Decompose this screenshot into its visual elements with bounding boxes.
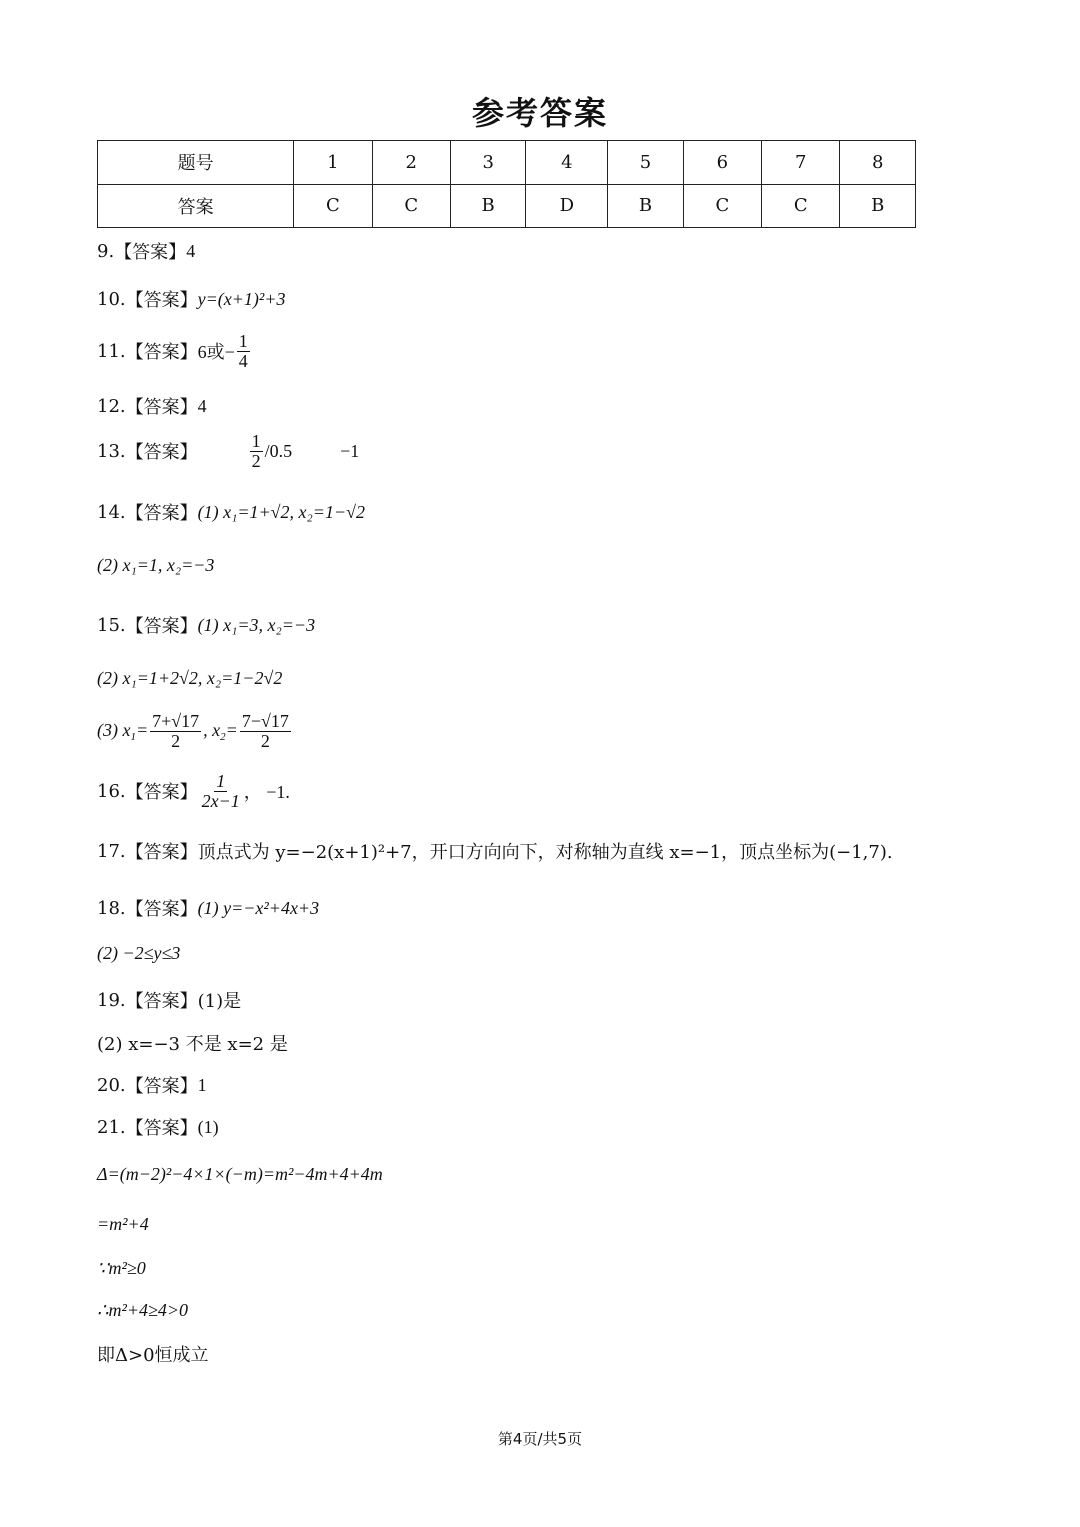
table-row	[98, 184, 916, 228]
answer-12: 12. 【答案】 4	[97, 395, 207, 418]
answer-19: 19. 【答案】 (1)是	[97, 989, 242, 1012]
table-cell: C	[762, 184, 840, 228]
answer-10: 10. 【答案】 y=(x+1)²+3	[97, 288, 286, 311]
table-cell: B	[608, 184, 683, 228]
answer-11: 11. 【答案】 6或− $\frac{1}{4}$	[97, 331, 248, 371]
table-cell: 3	[450, 141, 525, 185]
table-cell: D	[526, 184, 608, 228]
answer-21-line4: ∴m²+4≥4>0	[97, 1300, 189, 1320]
table-row	[98, 141, 916, 185]
table-cell: 8	[840, 141, 916, 185]
table-cell: 1	[294, 141, 372, 185]
answer-18-part2: (2) −2≤y≤3	[97, 943, 181, 963]
table-cell: 4	[526, 141, 608, 185]
fraction: $\frac{7+√17}{2}$	[152, 711, 200, 751]
answer-table	[97, 140, 916, 228]
table-cell: 2	[372, 141, 450, 185]
table-cell: B	[840, 184, 916, 228]
answer-21: 21. 【答案】 (1)	[97, 1116, 219, 1139]
answer-20: 20. 【答案】 1	[97, 1074, 207, 1097]
table-cell: B	[450, 184, 525, 228]
table-cell: C	[372, 184, 450, 228]
answer-14-part2: (2) x₁=1, x₂=−3	[97, 555, 215, 575]
table-header-cell: 答案	[98, 184, 294, 228]
page-title: 参考答案	[471, 94, 608, 132]
answer-19-part2: (2) x=−3 不是 x=2 是	[97, 1034, 288, 1055]
fraction: $\frac{7-√17}{2}$	[241, 711, 289, 751]
answer-21-line2: =m²+4	[97, 1214, 149, 1234]
answer-9: 9. 【答案】 4	[97, 240, 196, 263]
table-cell: 5	[608, 141, 683, 185]
answer-17: 17. 【答案】 顶点式为 y=−2(x+1)²+7，开口方向向下，对称轴为直线 x=−1，顶点坐标为(−1,7).	[97, 840, 893, 863]
table-cell: 7	[762, 141, 840, 185]
table-cell: C	[683, 184, 761, 228]
page-footer: 第4页/共5页	[497, 1430, 583, 1448]
fraction: $\frac{1}{4}$	[238, 331, 248, 371]
answer-21-line5: 即Δ>0恒成立	[97, 1345, 209, 1366]
answer-15-part3: (3) $x_1=$ $\frac{7+√17}{2}$ , $x_2=$ $\frac{7-√17}{2}$	[97, 711, 289, 751]
answer-16: 16. 【答案】 $\frac{1}{2x-1}$ ， −1.	[97, 771, 290, 811]
answer-14: 14. 【答案】 (1) x₁=1+√2, x₂=1−√2	[97, 501, 365, 524]
table-header-cell: 题号	[98, 141, 294, 185]
fraction: $\frac{1}{2}$	[251, 431, 261, 471]
answer-15: 15. 【答案】 (1) x₁=3, x₂=−3	[97, 614, 316, 637]
table-cell: 6	[683, 141, 761, 185]
answer-13: 13. 【答案】 $\frac{1}{2}$ /0.5 −1	[97, 431, 360, 471]
answer-21-line1: Δ=(m−2)²−4×1×(−m)=m²−4m+4+4m	[97, 1164, 383, 1184]
answer-18: 18. 【答案】 (1) y=−x²+4x+3	[97, 897, 320, 920]
answer-15-part2: (2) x₁=1+2√2, x₂=1−2√2	[97, 668, 283, 688]
fraction: $\frac{1}{2x-1}$	[201, 771, 240, 811]
answer-21-line3: ∵m²≥0	[97, 1258, 146, 1278]
table-cell: C	[294, 184, 372, 228]
